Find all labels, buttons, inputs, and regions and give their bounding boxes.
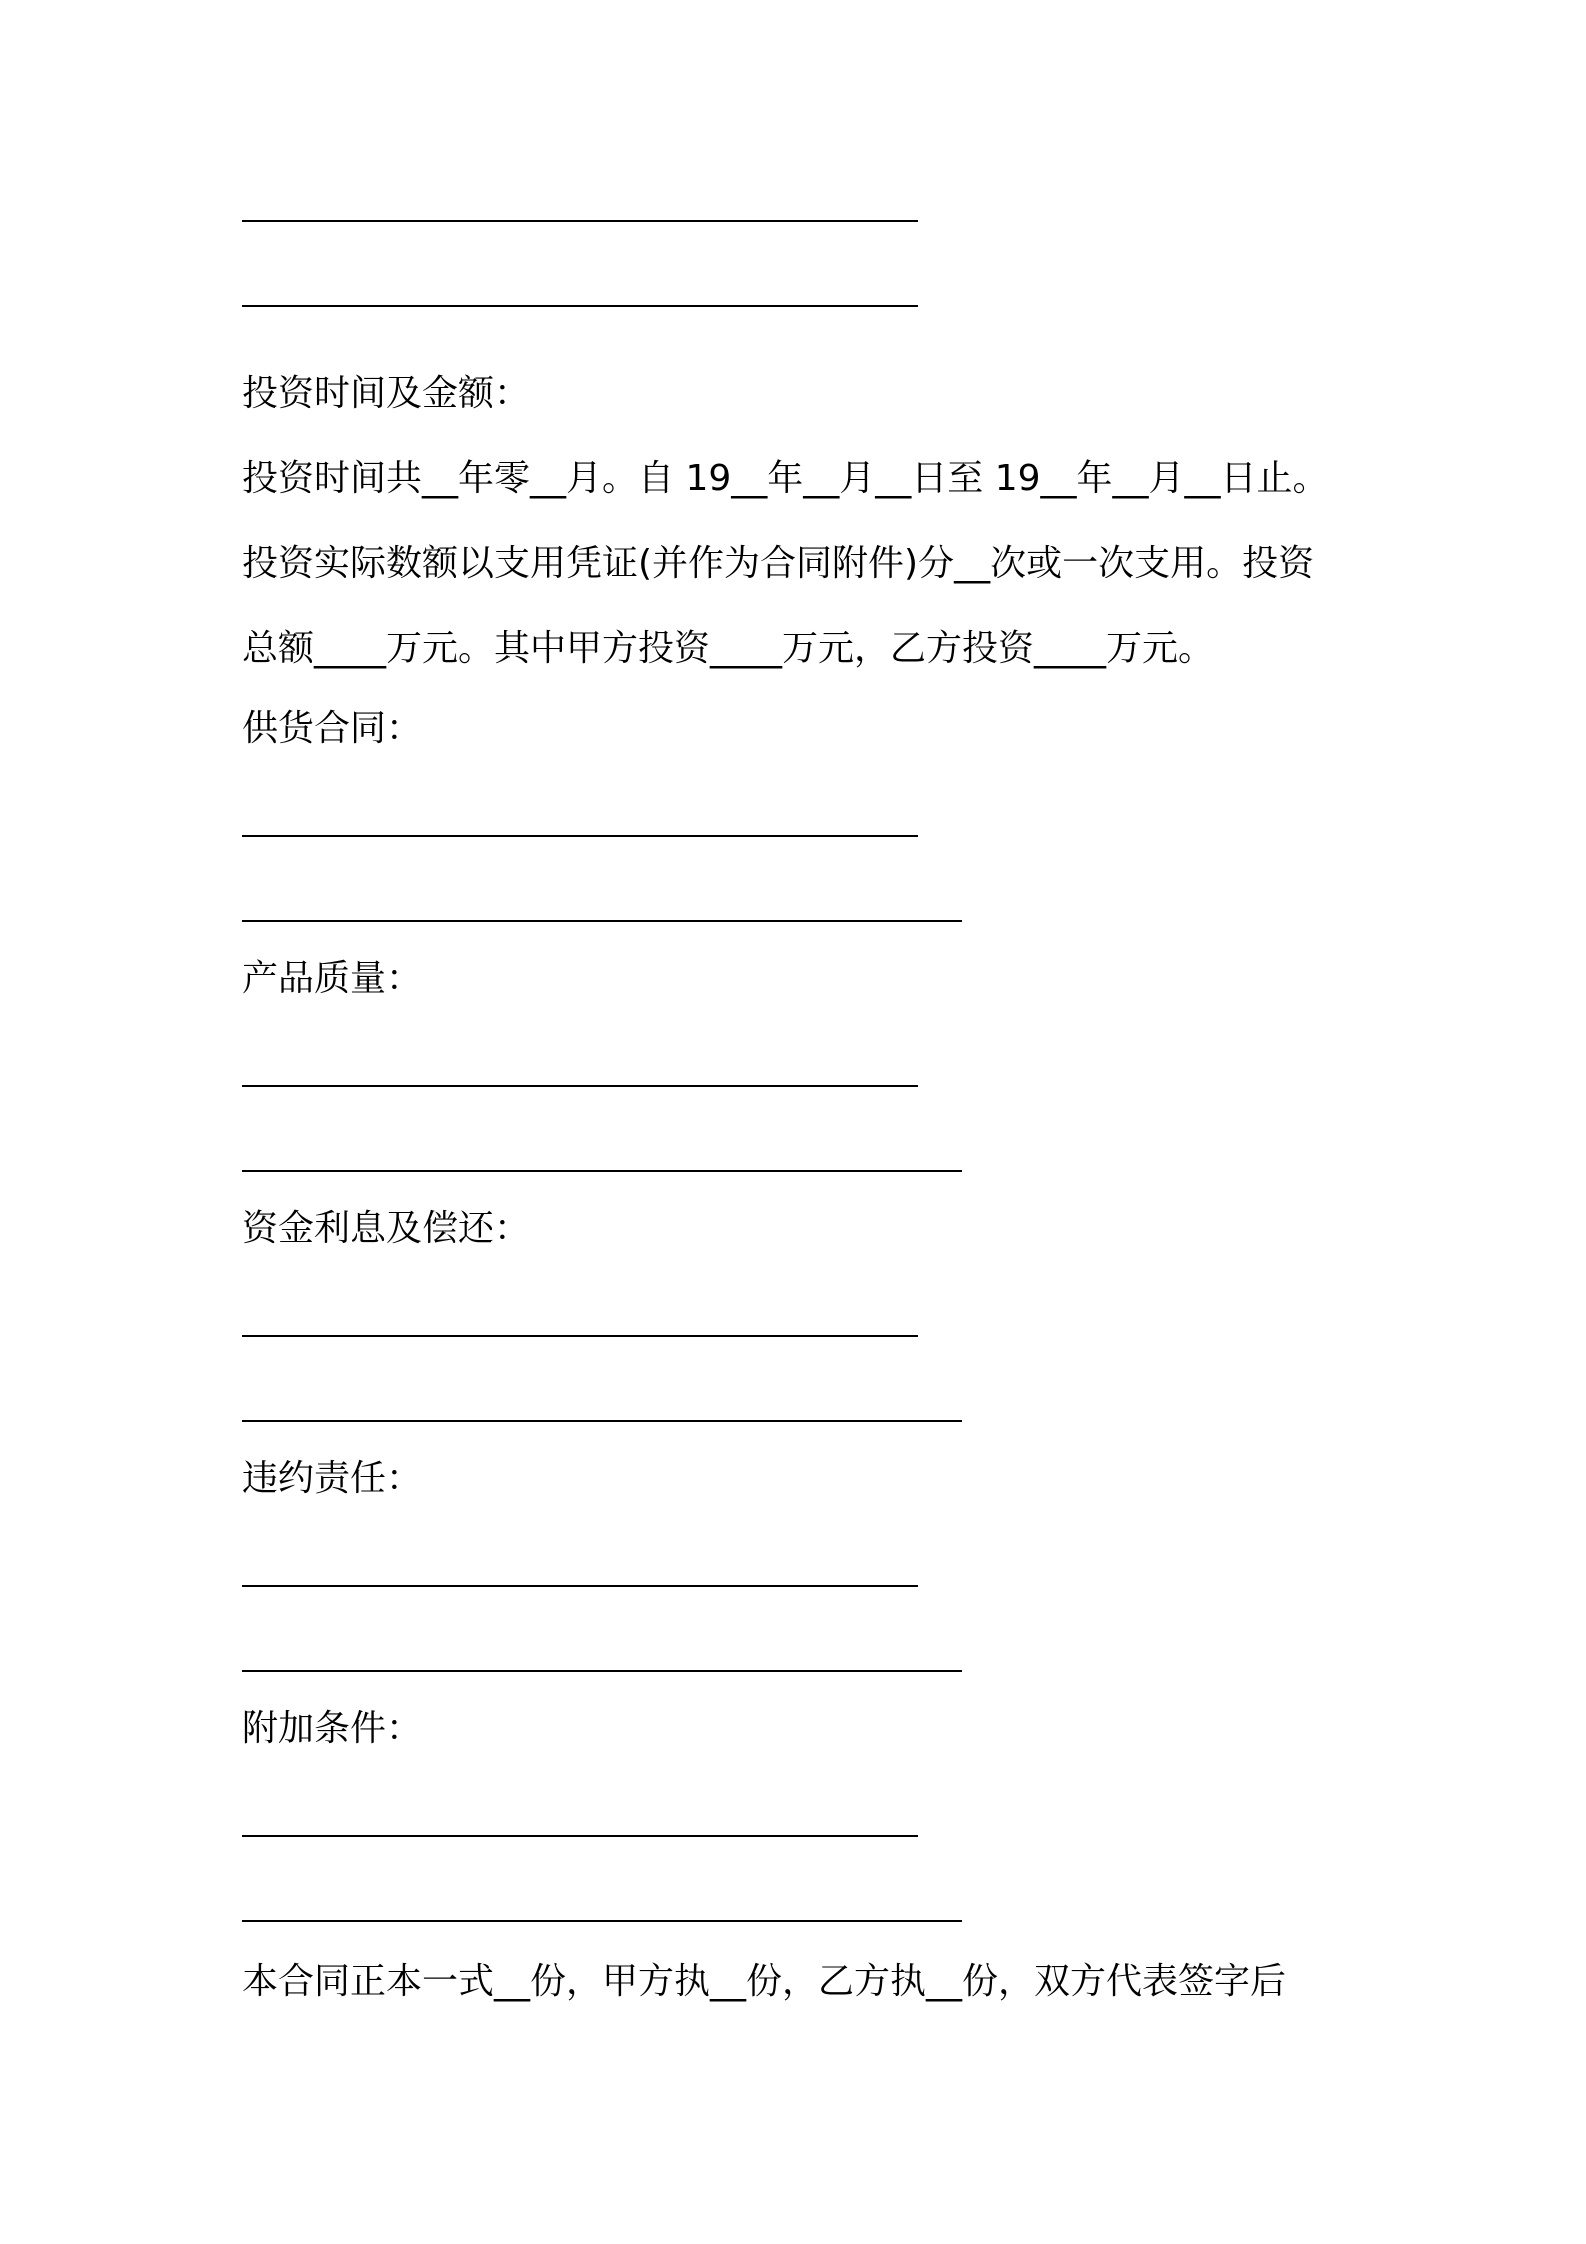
investment-amount-text: 投资实际数额以支用凭证(并作为合同附件)分__次或一次支用。投资 (242, 543, 1315, 584)
blank-line (242, 1420, 962, 1422)
blank-line (242, 1670, 962, 1672)
contract-copies-text: 本合同正本一式__份，甲方执__份，乙方执__份，双方代表签字后 (242, 1961, 1287, 2002)
blank-line (242, 1170, 962, 1172)
investment-amount-text: 总额____万元。其中甲方投资____万元，乙方投资____万元。 (242, 628, 1215, 669)
blank-line (242, 1085, 918, 1087)
blank-line (242, 220, 918, 222)
additional-conditions-heading: 附加条件： (242, 1708, 423, 1749)
blank-line (242, 1335, 918, 1337)
investment-heading: 投资时间及金额： (242, 373, 531, 414)
interest-repayment-heading: 资金利息及偿还： (242, 1208, 531, 1249)
product-quality-heading: 产品质量： (242, 958, 423, 999)
supply-contract-heading: 供货合同： (242, 708, 423, 749)
breach-liability-heading: 违约责任： (242, 1458, 423, 1499)
investment-period-text: 投资时间共__年零__月。自 19__年__月__日至 19__年__月__日止。 (242, 458, 1329, 499)
blank-line (242, 920, 962, 922)
blank-line (242, 1585, 918, 1587)
blank-line (242, 305, 918, 307)
blank-line (242, 1835, 918, 1837)
blank-line (242, 835, 918, 837)
blank-line (242, 1920, 962, 1922)
